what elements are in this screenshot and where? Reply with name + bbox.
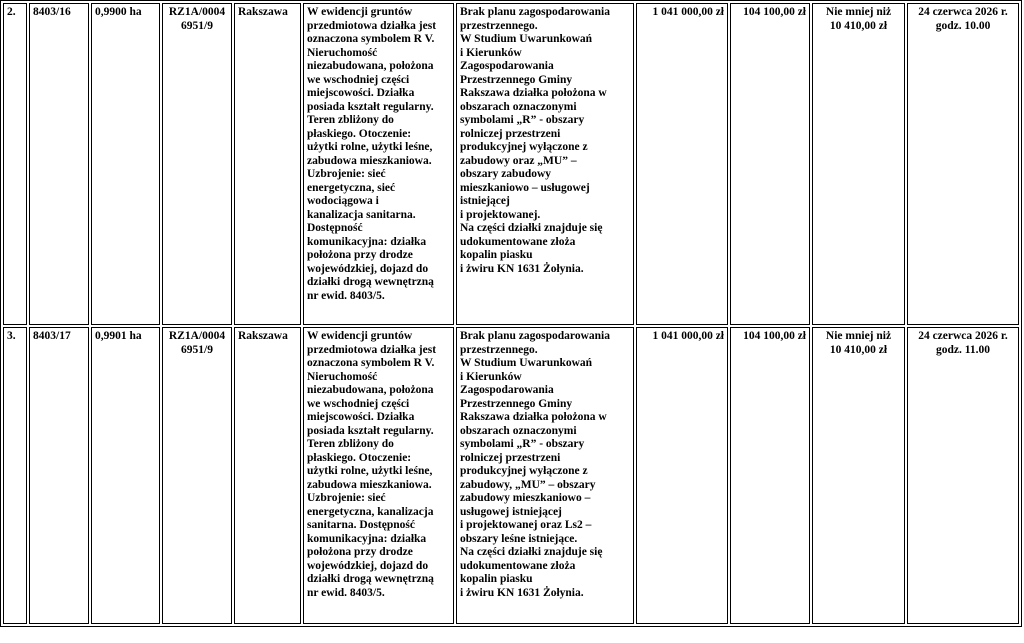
- cell-lp: 3.: [3, 327, 27, 624]
- cell-zoning: Brak planu zagospodarowania przestrzennego. W Studium Uwarunkowań i Kierunków Zagospodarowania Przestrzennego Gminy Rakszawa działka położona w obszarach oznaczonymi symbolami „R” - obszary rolniczej przestrzeni produkcyjnej wyłączone z zabudowy oraz „MU” – obszary zabudowy mieszkaniowo – usługowej istniejącej i projektowanej. Na części działki znajduje się udokumentowane złoża kopalin piasku i żwiru KN 1631 Żołynia.: [456, 3, 634, 325]
- cell-location: Rakszawa: [234, 3, 301, 325]
- cell-description: W ewidencji gruntów przedmiotowa działka jest oznaczona symbolem R V. Nieruchomość niezabudowana, położona we wschodniej części miejscowości. Działka posiada kształt regularny. Teren zbliżony do płaskiego. Otoczenie: użytki rolne, użytki leśne, zabudowa mieszkaniowa. Uzbrojenie: sieć energetyczna, sieć wodociągowa i kanalizacja sanitarna. Dostępność komunikacyjna: działka położona przy drodze wojewódzkiej, dojazd do działki drogą wewnętrzną nr ewid. 8403/5.: [303, 3, 454, 325]
- cell-auction-date: 24 czerwca 2026 r. godz. 11.00: [907, 327, 1019, 624]
- cell-deposit: 104 100,00 zł: [730, 3, 810, 325]
- cell-parcel-number: 8403/17: [29, 327, 89, 624]
- cell-area: 0,9901 ha: [91, 327, 160, 624]
- cell-zoning: Brak planu zagospodarowania przestrzennego. W Studium Uwarunkowań i Kierunków Zagospodarowania Przestrzennego Gminy Rakszawa działka położona w obszarach oznaczonymi symbolami „R” - obszary rolniczej przestrzeni produkcyjnej wyłączone z zabudowy, „MU” – obszary zabudowy mieszkaniowo – usługowej istniejącej i projektowanej oraz Ls2 – obszary leśne istniejące. Na części działki znajduje się udokumentowane złoża kopalin piasku i żwiru KN 1631 Żołynia.: [456, 327, 634, 624]
- cell-price: 1 041 000,00 zł: [636, 327, 728, 624]
- cell-min-bid: Nie mniej niż 10 410,00 zł: [812, 327, 905, 624]
- cell-description: W ewidencji gruntów przedmiotowa działka jest oznaczona symbolem R V. Nieruchomość niezabudowana, położona we wschodniej części miejscowości. Działka posiada kształt regularny. Teren zbliżony do płaskiego. Otoczenie: użytki rolne, użytki leśne, zabudowa mieszkaniowa. Uzbrojenie: sieć energetyczna, kanalizacja sanitarna. Dostępność komunikacyjna: działka położona przy drodze wojewódzkiej, dojazd do działki drogą wewnętrzną nr ewid. 8403/5.: [303, 327, 454, 624]
- cell-price: 1 041 000,00 zł: [636, 3, 728, 325]
- cell-land-register: RZ1A/0004 6951/9: [162, 3, 232, 325]
- cell-deposit: 104 100,00 zł: [730, 327, 810, 624]
- cell-area: 0,9900 ha: [91, 3, 160, 325]
- cell-parcel-number: 8403/16: [29, 3, 89, 325]
- cell-location: Rakszawa: [234, 327, 301, 624]
- cell-land-register: RZ1A/0004 6951/9: [162, 327, 232, 624]
- cell-min-bid: Nie mniej niż 10 410,00 zł: [812, 3, 905, 325]
- table-row: [3, 327, 1019, 624]
- cell-auction-date: 24 czerwca 2026 r. godz. 10.00: [907, 3, 1019, 325]
- cell-lp: 2.: [3, 3, 27, 325]
- table-row: [3, 3, 1019, 325]
